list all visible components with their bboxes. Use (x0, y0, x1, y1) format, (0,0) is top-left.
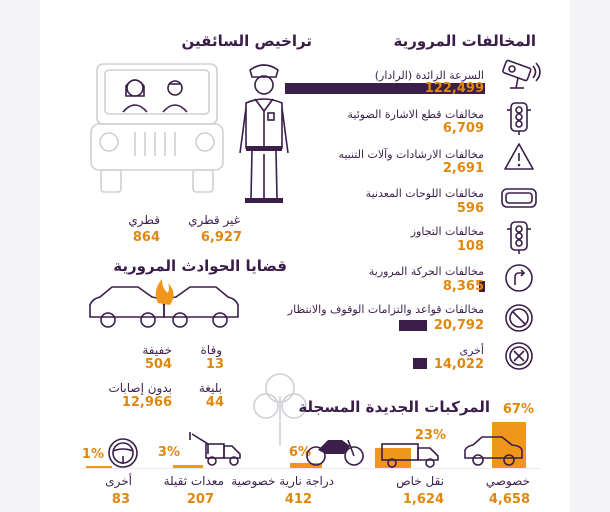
violation-value: 6,709 (442, 121, 484, 136)
vehicle-label: معدات ثقيلة (163, 474, 224, 488)
no-injury-value: 12,966 (121, 395, 172, 410)
jeep-illustration (87, 60, 227, 200)
tow-truck-icon (186, 428, 244, 468)
no-injury-label: بدون إصابات (108, 381, 172, 395)
vehicle-value: 4,658 (488, 492, 530, 507)
serious-value: 44 (205, 395, 224, 410)
private-car-icon (463, 434, 525, 468)
violations-title: المخالفات المرورية (393, 32, 536, 50)
vehicle-percent: 1% (81, 447, 104, 462)
violation-label: مخالفات التجاوز (410, 225, 484, 238)
steering-wheel-icon (106, 436, 140, 470)
vehicle-percent: 23% (414, 428, 446, 443)
vehicle-label: دراجة نارية خصوصية (231, 474, 334, 488)
license-plate-icon (500, 186, 538, 210)
vehicle-label: خصوصي (485, 474, 530, 488)
minor-label: خفيفة (142, 343, 172, 357)
non-qatari-label: غير قطري (188, 213, 240, 227)
violation-bar (399, 320, 427, 331)
violation-label: السرعة الزائدة (الرادار) (374, 69, 484, 82)
vehicle-value: 83 (111, 492, 130, 507)
death-value: 13 (205, 357, 224, 372)
x-circle-icon (503, 340, 535, 372)
warning-sign-icon (502, 141, 536, 173)
violation-value: 20,792 (433, 318, 484, 333)
violation-value: 122,499 (424, 81, 484, 96)
violation-label: مخالفات الارشادات وآلات التنبيه (338, 148, 484, 161)
violation-value: 8,365 (442, 279, 484, 294)
vehicle-label: أخرى (105, 474, 132, 488)
car-crash-illustration (86, 275, 242, 337)
death-label: وفاة (200, 343, 222, 357)
non-qatari-value: 6,927 (200, 230, 242, 245)
turn-sign-icon (503, 262, 535, 294)
violation-label: مخالفات قواعد والتزامات الوقوف والانتظار (287, 303, 484, 316)
serious-label: بليغة (198, 381, 222, 395)
vehicle-value: 412 (284, 492, 312, 507)
violation-label: مخالفات الحركة المرورية (368, 265, 484, 278)
violation-bar (413, 358, 427, 369)
traffic-light-icon (506, 101, 532, 137)
infographic-sheet (40, 0, 570, 512)
vehicle-value: 207 (186, 492, 214, 507)
vehicle-percent: 3% (157, 445, 180, 460)
violation-value: 108 (456, 239, 484, 254)
qatari-label: قطري (128, 213, 160, 227)
vehicle-percent: 6% (288, 445, 311, 460)
vehicle-label: نقل خاص (396, 474, 444, 488)
violation-value: 14,022 (433, 357, 484, 372)
vehicles-title: المركبات الجديدة المسجلة (298, 398, 490, 416)
qatari-value: 864 (132, 230, 160, 245)
no-parking-icon (503, 302, 535, 334)
minor-value: 504 (144, 357, 172, 372)
traffic-light-icon (506, 220, 532, 256)
vehicle-value: 1,624 (402, 492, 444, 507)
violation-label: أخرى (459, 344, 484, 357)
police-officer-illustration (237, 58, 291, 208)
violation-label: مخالفات قطع الاشارة الضوئية (347, 108, 484, 121)
violation-value: 2,691 (442, 161, 484, 176)
truck-icon (380, 436, 444, 470)
vehicle-percent: 67% (502, 402, 534, 417)
speed-camera-icon (498, 58, 542, 94)
accidents-title: قضايا الحوادث المرورية (113, 257, 287, 275)
licenses-title: تراخيص السائقين (181, 32, 312, 50)
violation-label: مخالفات اللوحات المعدنية (365, 187, 484, 200)
motorcycle-icon (304, 432, 366, 468)
baseline (80, 468, 540, 469)
violation-value: 596 (456, 201, 484, 216)
